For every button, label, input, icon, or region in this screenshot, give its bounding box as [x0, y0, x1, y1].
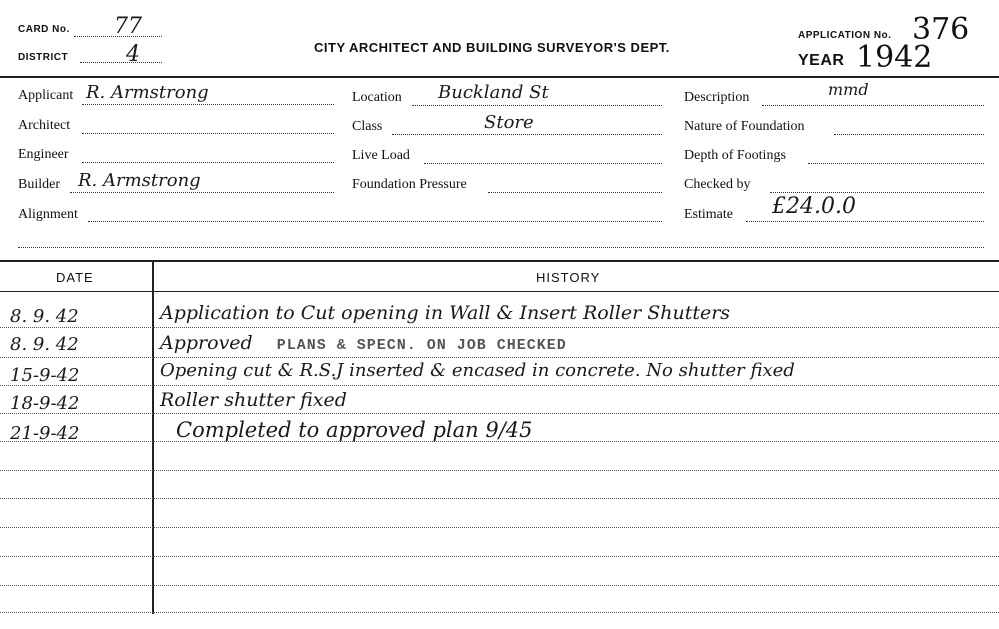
- estimate-value: £24.0.0: [772, 194, 856, 219]
- location-line: [412, 105, 662, 106]
- class-value: Store: [484, 112, 534, 133]
- location-label: Location: [352, 90, 402, 105]
- header-divider: [0, 76, 999, 78]
- alignment-line: [88, 221, 662, 222]
- ruled-line: [0, 357, 999, 358]
- engineer-line: [82, 162, 334, 163]
- row-history: Roller shutter fixed: [160, 389, 347, 411]
- builder-value: R. Armstrong: [78, 170, 201, 191]
- architect-label: Architect: [18, 118, 71, 133]
- estimate-label: Estimate: [684, 207, 733, 222]
- district-value: 4: [126, 42, 140, 67]
- estimate-line: [746, 221, 984, 222]
- date-column-divider: [152, 262, 154, 614]
- district-label: DISTRICT: [18, 52, 69, 63]
- depth-of-footings-label: Depth of Footings: [684, 148, 786, 163]
- checked-by-line: [770, 192, 984, 193]
- header-row-line: [0, 291, 999, 292]
- row-date: 15-9-42: [10, 365, 80, 386]
- applicant-line: [82, 104, 334, 105]
- nature-of-foundation-line: [834, 134, 984, 135]
- description-line: [762, 105, 984, 106]
- row-history: Completed to approved plan 9/45: [176, 418, 533, 442]
- class-label: Class: [352, 119, 383, 134]
- ruled-line: [0, 413, 999, 414]
- year-label: YEAR: [798, 52, 845, 69]
- ruled-line: [0, 470, 999, 471]
- checked-by-label: Checked by: [684, 177, 751, 192]
- row-history: Opening cut & R.S.J inserted & encased in concrete. No shutter fixed: [160, 360, 795, 381]
- builder-line: [70, 192, 334, 193]
- row-date: 8. 9. 42: [10, 334, 79, 355]
- department-title: CITY ARCHITECT AND BUILDING SURVEYOR'S DEPT.: [314, 40, 670, 55]
- foundation-pressure-line: [488, 192, 662, 193]
- card-no-label: CARD No.: [18, 24, 70, 35]
- ruled-line: [0, 498, 999, 499]
- plans-checked-stamp: PLANS & SPECN. ON JOB CHECKED: [276, 337, 567, 354]
- card-no-value: 77: [114, 14, 142, 39]
- description-value: mmd: [828, 80, 869, 99]
- ruled-line: [0, 556, 999, 557]
- table-top-border: [0, 260, 999, 262]
- ruled-line: [0, 527, 999, 528]
- ruled-line: [0, 327, 999, 328]
- nature-of-foundation-label: Nature of Foundation: [684, 119, 805, 134]
- fields-bottom-line: [18, 247, 984, 248]
- year-value: 1942: [856, 40, 933, 75]
- description-label: Description: [684, 90, 750, 105]
- application-no-label: APPLICATION No.: [798, 30, 892, 41]
- live-load-line: [424, 163, 662, 164]
- depth-of-footings-line: [808, 163, 984, 164]
- location-value: Buckland St: [438, 82, 549, 103]
- row-history: Approved: [160, 332, 253, 354]
- application-no-value: 376: [912, 12, 970, 47]
- architect-line: [82, 133, 334, 134]
- history-header: HISTORY: [536, 270, 601, 285]
- date-header: DATE: [56, 270, 94, 285]
- engineer-label: Engineer: [18, 147, 69, 162]
- ruled-line: [0, 612, 999, 613]
- applicant-label: Applicant: [18, 88, 74, 103]
- ruled-line: [0, 385, 999, 386]
- row-date: 8. 9. 42: [10, 306, 79, 327]
- row-history-wrap: [160, 332, 567, 354]
- alignment-label: Alignment: [18, 207, 78, 222]
- district-line: [80, 62, 162, 63]
- row-date: 21-9-42: [10, 423, 80, 444]
- class-line: [392, 134, 662, 135]
- foundation-pressure-label: Foundation Pressure: [352, 177, 467, 192]
- row-date: 18-9-42: [10, 393, 80, 414]
- applicant-value: R. Armstrong: [86, 82, 209, 103]
- live-load-label: Live Load: [352, 148, 410, 163]
- ruled-line: [0, 585, 999, 586]
- builder-label: Builder: [18, 177, 60, 192]
- row-history: Application to Cut opening in Wall & Insert Roller Shutters: [160, 302, 731, 324]
